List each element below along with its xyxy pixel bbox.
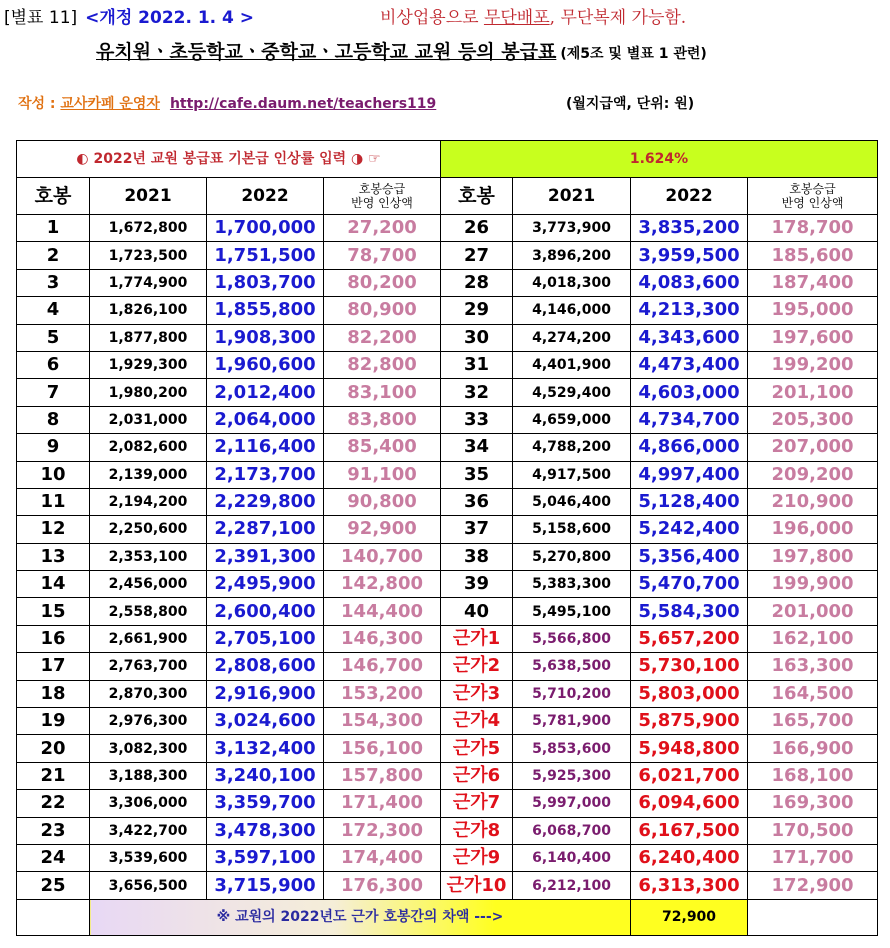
cell-increase: 169,300 [748, 790, 878, 817]
cell-step: 28 [441, 269, 513, 296]
cell-salary-2021: 6,212,100 [513, 872, 631, 899]
copyright-notice [380, 3, 686, 28]
cell-salary-2021: 2,139,000 [90, 461, 207, 488]
table-row [17, 215, 878, 242]
table-row [17, 598, 878, 625]
cell-step: 37 [441, 516, 513, 543]
cell-salary-2022: 2,705,100 [207, 625, 324, 652]
cell-step: 근가3 [441, 680, 513, 707]
cell-salary-2022: 2,287,100 [207, 516, 324, 543]
cell-salary-2021: 3,082,300 [90, 735, 207, 762]
cell-salary-2022: 2,173,700 [207, 461, 324, 488]
cell-salary-2021: 5,270,800 [513, 543, 631, 570]
cell-salary-2022: 4,213,300 [631, 297, 748, 324]
cell-salary-2021: 3,306,000 [90, 790, 207, 817]
cell-salary-2022: 5,470,700 [631, 571, 748, 598]
cell-increase: 209,200 [748, 461, 878, 488]
cell-salary-2021: 4,659,000 [513, 406, 631, 433]
cell-salary-2022: 6,313,300 [631, 872, 748, 899]
cell-step: 4 [17, 297, 90, 324]
cell-salary-2021: 2,870,300 [90, 680, 207, 707]
cell-salary-2021: 1,929,300 [90, 351, 207, 378]
unit-note: (월지급액, 단위: 원) [566, 96, 695, 112]
table-row [17, 351, 878, 378]
cell-salary-2022: 4,473,400 [631, 351, 748, 378]
table-row [17, 790, 878, 817]
column-header: 2022 [207, 178, 324, 215]
cell-step: 36 [441, 488, 513, 515]
table-row [17, 461, 878, 488]
cell-salary-2022: 3,835,200 [631, 215, 748, 242]
cell-increase: 153,200 [324, 680, 441, 707]
cell-salary-2022: 5,356,400 [631, 543, 748, 570]
cell-increase: 176,300 [324, 872, 441, 899]
cell-increase: 146,700 [324, 653, 441, 680]
cell-salary-2021: 1,980,200 [90, 379, 207, 406]
table-row [17, 434, 878, 461]
cell-step: 근가5 [441, 735, 513, 762]
cell-increase: 92,900 [324, 516, 441, 543]
cell-increase: 185,600 [748, 242, 878, 269]
cell-step: 12 [17, 516, 90, 543]
cell-salary-2021: 3,188,300 [90, 762, 207, 789]
cell-step: 20 [17, 735, 90, 762]
column-header: 2021 [90, 178, 207, 215]
cell-salary-2021: 6,140,400 [513, 844, 631, 871]
cell-salary-2021: 2,976,300 [90, 708, 207, 735]
salary-table [16, 140, 878, 936]
title-sub: (제5조 및 별표 1 관련) [560, 46, 707, 62]
footer-difference-value: 72,900 [631, 899, 748, 935]
cell-salary-2021: 2,250,600 [90, 516, 207, 543]
cell-salary-2021: 3,656,500 [90, 872, 207, 899]
cell-increase: 171,400 [324, 790, 441, 817]
cell-step: 30 [441, 324, 513, 351]
cell-increase: 27,200 [324, 215, 441, 242]
cell-salary-2021: 4,529,400 [513, 379, 631, 406]
footer-empty-cell [17, 899, 90, 935]
cell-increase: 144,400 [324, 598, 441, 625]
cell-salary-2021: 3,422,700 [90, 817, 207, 844]
cell-salary-2022: 1,855,800 [207, 297, 324, 324]
cell-salary-2021: 4,018,300 [513, 269, 631, 296]
column-header: 2021 [513, 178, 631, 215]
cell-increase: 146,300 [324, 625, 441, 652]
cell-increase: 85,400 [324, 434, 441, 461]
cell-step: 1 [17, 215, 90, 242]
cell-step: 33 [441, 406, 513, 433]
cell-salary-2021: 4,146,000 [513, 297, 631, 324]
table-row [17, 735, 878, 762]
cell-salary-2021: 5,383,300 [513, 571, 631, 598]
author-prefix: 작성 : [18, 96, 61, 112]
table-row [17, 543, 878, 570]
cell-salary-2022: 3,959,500 [631, 242, 748, 269]
cell-increase: 83,100 [324, 379, 441, 406]
table-row [17, 406, 878, 433]
cell-salary-2022: 2,808,600 [207, 653, 324, 680]
cell-salary-2022: 4,734,700 [631, 406, 748, 433]
cell-salary-2022: 5,875,900 [631, 708, 748, 735]
cell-step: 39 [441, 571, 513, 598]
table-row [17, 844, 878, 871]
cell-step: 15 [17, 598, 90, 625]
cell-salary-2021: 4,788,200 [513, 434, 631, 461]
cell-increase: 82,800 [324, 351, 441, 378]
cell-increase: 165,700 [748, 708, 878, 735]
cell-step: 근가8 [441, 817, 513, 844]
cell-step: 10 [17, 461, 90, 488]
cell-salary-2021: 2,194,200 [90, 488, 207, 515]
cell-step: 근가2 [441, 653, 513, 680]
cell-salary-2022: 3,132,400 [207, 735, 324, 762]
cell-salary-2022: 2,391,300 [207, 543, 324, 570]
cell-step: 19 [17, 708, 90, 735]
column-header: 호봉 [441, 178, 513, 215]
title-main: 유치원ㆍ초등학교ㆍ중학교ㆍ고등학교 교원 등의 봉급표 [96, 41, 557, 63]
cell-salary-2022: 3,024,600 [207, 708, 324, 735]
cell-salary-2022: 6,167,500 [631, 817, 748, 844]
cell-salary-2021: 5,495,100 [513, 598, 631, 625]
rate-input[interactable]: 1.624% [441, 141, 878, 178]
cell-increase: 187,400 [748, 269, 878, 296]
cell-salary-2021: 2,082,600 [90, 434, 207, 461]
cell-salary-2022: 5,948,800 [631, 735, 748, 762]
column-header: 2022 [631, 178, 748, 215]
column-header: 호봉승급 반영 인상액 [748, 178, 878, 215]
cell-step: 근가1 [441, 625, 513, 652]
cell-salary-2022: 3,597,100 [207, 844, 324, 871]
cell-salary-2022: 3,240,100 [207, 762, 324, 789]
cell-salary-2022: 4,997,400 [631, 461, 748, 488]
cell-salary-2022: 2,116,400 [207, 434, 324, 461]
cell-increase: 82,200 [324, 324, 441, 351]
cell-step: 5 [17, 324, 90, 351]
table-row [17, 872, 878, 899]
cell-increase: 162,100 [748, 625, 878, 652]
cell-step: 21 [17, 762, 90, 789]
cell-increase: 197,600 [748, 324, 878, 351]
cell-salary-2022: 1,960,600 [207, 351, 324, 378]
cell-salary-2022: 2,064,000 [207, 406, 324, 433]
cell-salary-2021: 1,877,800 [90, 324, 207, 351]
cell-salary-2021: 1,672,800 [90, 215, 207, 242]
cell-step: 32 [441, 379, 513, 406]
cell-salary-2022: 2,916,900 [207, 680, 324, 707]
cell-step: 25 [17, 872, 90, 899]
cell-salary-2022: 5,730,100 [631, 653, 748, 680]
cell-increase: 171,700 [748, 844, 878, 871]
table-row [17, 269, 878, 296]
cell-salary-2021: 2,558,800 [90, 598, 207, 625]
cell-salary-2022: 1,751,500 [207, 242, 324, 269]
cell-step: 40 [441, 598, 513, 625]
table-row [17, 379, 878, 406]
table-row [17, 625, 878, 652]
cell-increase: 207,000 [748, 434, 878, 461]
cell-salary-2022: 6,094,600 [631, 790, 748, 817]
footer-empty-cell [748, 899, 878, 935]
cell-salary-2021: 4,274,200 [513, 324, 631, 351]
table-row [17, 297, 878, 324]
cell-salary-2022: 1,908,300 [207, 324, 324, 351]
cell-step: 8 [17, 406, 90, 433]
cell-increase: 80,900 [324, 297, 441, 324]
table-row [17, 516, 878, 543]
cell-step: 14 [17, 571, 90, 598]
cell-salary-2021: 1,826,100 [90, 297, 207, 324]
cell-increase: 78,700 [324, 242, 441, 269]
cell-increase: 157,800 [324, 762, 441, 789]
rate-input-label: ◐ 2022년 교원 봉급표 기본급 인상률 입력 ◑ ☞ [17, 141, 441, 178]
cell-increase: 174,400 [324, 844, 441, 871]
cell-increase: 163,300 [748, 653, 878, 680]
cell-salary-2021: 2,031,000 [90, 406, 207, 433]
cell-salary-2022: 6,021,700 [631, 762, 748, 789]
cell-salary-2021: 4,917,500 [513, 461, 631, 488]
cell-salary-2021: 1,774,900 [90, 269, 207, 296]
notice-underlined: 무단배포 [483, 8, 550, 28]
cell-increase: 91,100 [324, 461, 441, 488]
notice-suffix: , 무단복제 가능함. [549, 8, 687, 28]
cell-step: 근가4 [441, 708, 513, 735]
table-row [17, 571, 878, 598]
cell-salary-2021: 5,997,000 [513, 790, 631, 817]
cell-salary-2022: 5,803,000 [631, 680, 748, 707]
cell-step: 34 [441, 434, 513, 461]
cell-salary-2021: 4,401,900 [513, 351, 631, 378]
cell-salary-2021: 2,353,100 [90, 543, 207, 570]
cell-step: 27 [441, 242, 513, 269]
cell-salary-2022: 6,240,400 [631, 844, 748, 871]
cell-step: 35 [441, 461, 513, 488]
table-row [17, 488, 878, 515]
cell-salary-2022: 2,495,900 [207, 571, 324, 598]
cell-step: 3 [17, 269, 90, 296]
cell-step: 18 [17, 680, 90, 707]
cell-step: 16 [17, 625, 90, 652]
cell-salary-2022: 5,128,400 [631, 488, 748, 515]
cell-increase: 197,800 [748, 543, 878, 570]
cell-increase: 142,800 [324, 571, 441, 598]
cell-salary-2021: 5,853,600 [513, 735, 631, 762]
cell-step: 근가10 [441, 872, 513, 899]
cell-increase: 172,300 [324, 817, 441, 844]
cell-step: 17 [17, 653, 90, 680]
cell-increase: 178,700 [748, 215, 878, 242]
cell-step: 26 [441, 215, 513, 242]
cell-salary-2022: 1,803,700 [207, 269, 324, 296]
cell-increase: 168,100 [748, 762, 878, 789]
cell-salary-2022: 3,478,300 [207, 817, 324, 844]
cell-increase: 201,100 [748, 379, 878, 406]
cell-increase: 195,000 [748, 297, 878, 324]
cell-salary-2021: 3,539,600 [90, 844, 207, 871]
cell-salary-2022: 5,584,300 [631, 598, 748, 625]
cell-step: 29 [441, 297, 513, 324]
cell-salary-2021: 5,925,300 [513, 762, 631, 789]
cell-salary-2021: 3,773,900 [513, 215, 631, 242]
revision-date: <개정 2022. 1. 4 > [85, 8, 255, 28]
cell-salary-2021: 6,068,700 [513, 817, 631, 844]
cell-increase: 156,100 [324, 735, 441, 762]
cell-salary-2021: 5,638,500 [513, 653, 631, 680]
cell-step: 31 [441, 351, 513, 378]
cell-salary-2022: 1,700,000 [207, 215, 324, 242]
cell-increase: 80,200 [324, 269, 441, 296]
cell-step: 9 [17, 434, 90, 461]
column-header: 호봉 [17, 178, 90, 215]
cell-step: 6 [17, 351, 90, 378]
cell-salary-2021: 2,763,700 [90, 653, 207, 680]
cell-salary-2021: 5,710,200 [513, 680, 631, 707]
cell-salary-2022: 4,603,000 [631, 379, 748, 406]
table-row [17, 242, 878, 269]
cell-salary-2022: 4,866,000 [631, 434, 748, 461]
cell-salary-2022: 2,600,400 [207, 598, 324, 625]
appendix-tag: [별표 11] [4, 8, 78, 28]
cell-salary-2022: 4,083,600 [631, 269, 748, 296]
cell-step: 23 [17, 817, 90, 844]
cell-increase: 140,700 [324, 543, 441, 570]
cell-salary-2021: 5,158,600 [513, 516, 631, 543]
cell-step: 근가9 [441, 844, 513, 871]
cell-salary-2022: 2,229,800 [207, 488, 324, 515]
cell-salary-2022: 5,657,200 [631, 625, 748, 652]
cell-increase: 210,900 [748, 488, 878, 515]
cell-increase: 201,000 [748, 598, 878, 625]
cell-increase: 166,900 [748, 735, 878, 762]
cell-increase: 83,800 [324, 406, 441, 433]
cell-increase: 170,500 [748, 817, 878, 844]
cell-step: 2 [17, 242, 90, 269]
cell-salary-2022: 3,359,700 [207, 790, 324, 817]
cell-step: 7 [17, 379, 90, 406]
cell-salary-2021: 5,046,400 [513, 488, 631, 515]
cell-increase: 199,900 [748, 571, 878, 598]
table-row [17, 324, 878, 351]
cell-increase: 154,300 [324, 708, 441, 735]
page-title [96, 37, 707, 64]
table-row [17, 680, 878, 707]
footer-row [17, 899, 878, 935]
cell-salary-2021: 3,896,200 [513, 242, 631, 269]
table-row [17, 762, 878, 789]
footer-label: ※ 교원의 2022년도 근가 호봉간의 차액 ---> [90, 899, 631, 935]
cell-salary-2022: 5,242,400 [631, 516, 748, 543]
table-row [17, 653, 878, 680]
cell-step: 38 [441, 543, 513, 570]
cell-increase: 205,300 [748, 406, 878, 433]
table-row [17, 817, 878, 844]
cell-step: 22 [17, 790, 90, 817]
column-header-row [17, 178, 878, 215]
author-line [18, 93, 436, 113]
cell-increase: 90,800 [324, 488, 441, 515]
table-row [17, 708, 878, 735]
cell-increase: 172,900 [748, 872, 878, 899]
cell-salary-2021: 5,781,900 [513, 708, 631, 735]
cell-salary-2022: 3,715,900 [207, 872, 324, 899]
notice-prefix: 비상업용으로 [380, 8, 484, 28]
cell-increase: 196,000 [748, 516, 878, 543]
cell-salary-2021: 2,661,900 [90, 625, 207, 652]
column-header: 호봉승급 반영 인상액 [324, 178, 441, 215]
author-name: 교사카페 운영자 [60, 96, 160, 112]
cell-salary-2021: 1,723,500 [90, 242, 207, 269]
cell-step: 근가6 [441, 762, 513, 789]
cell-step: 근가7 [441, 790, 513, 817]
cell-step: 11 [17, 488, 90, 515]
author-url-link[interactable]: http://cafe.daum.net/teachers119 [169, 96, 437, 112]
cell-increase: 199,200 [748, 351, 878, 378]
cell-salary-2022: 2,012,400 [207, 379, 324, 406]
cell-increase: 164,500 [748, 680, 878, 707]
cell-salary-2021: 2,456,000 [90, 571, 207, 598]
cell-step: 13 [17, 543, 90, 570]
cell-salary-2022: 4,343,600 [631, 324, 748, 351]
cell-step: 24 [17, 844, 90, 871]
header-line [4, 3, 254, 28]
cell-salary-2021: 5,566,800 [513, 625, 631, 652]
